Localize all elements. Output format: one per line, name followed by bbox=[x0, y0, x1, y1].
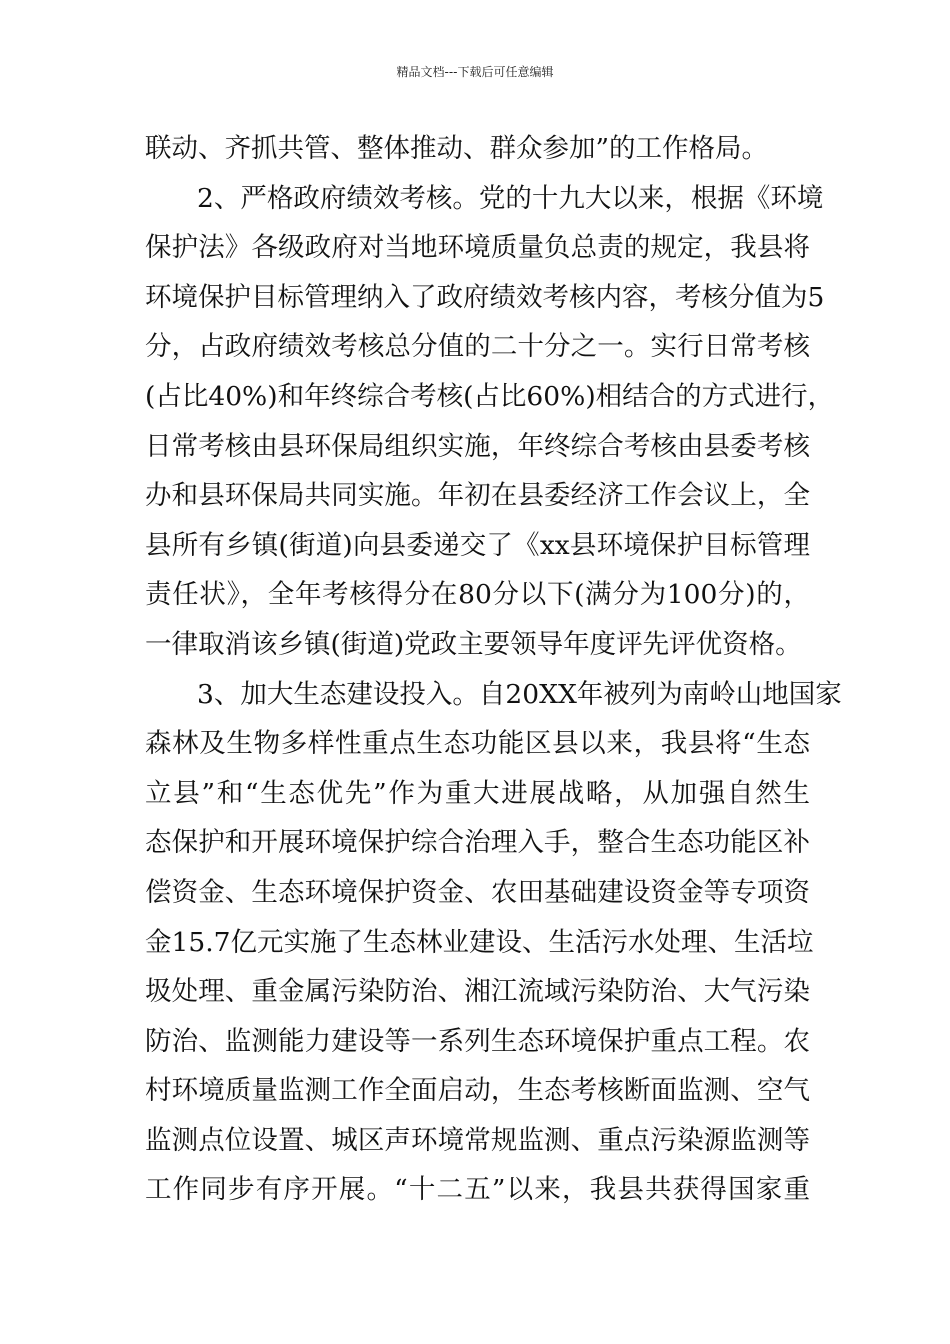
text-line: 环境保护目标管理纳入了政府绩效考核内容，考核分值为5 bbox=[145, 281, 825, 313]
text-line: 村环境质量监测工作全面启动，生态考核断面监测、空气 bbox=[145, 1075, 810, 1107]
text-line: 防治、监测能力建设等一系列生态环境保护重点工程。农 bbox=[145, 1025, 810, 1057]
document-body bbox=[145, 124, 842, 1215]
text-line: 联动、齐抓共管、整体推动、群众参加”的工作格局。 bbox=[145, 133, 769, 164]
text-line: 办和县环保局共同实施。年初在县委经济工作会议上，全 bbox=[145, 480, 810, 512]
text-line: 责任状》，全年考核得分在80分以下(满分为100分)的， bbox=[145, 579, 810, 611]
text-line: 森林及生物多样性重点生态功能区县以来，我县将“生态 bbox=[145, 728, 810, 760]
text-line: 监测点位设置、城区声环境常规监测、重点污染源监测等 bbox=[145, 1124, 810, 1156]
text-line: 分，占政府绩效考核总分值的二十分之一。实行日常考核 bbox=[145, 331, 810, 363]
text-line: 立县”和“生态优先”作为重大进展战略，从加强自然生 bbox=[145, 777, 810, 809]
text-line: 保护法》各级政府对当地环境质量负总责的规定，我县将 bbox=[145, 232, 810, 264]
text-line: 金15.7亿元实施了生态林业建设、生活污水处理、生活垃 bbox=[145, 926, 814, 958]
text-line: (占比40%)和年终综合考核(占比60%)相结合的方式进行， bbox=[145, 380, 835, 412]
text-line: 日常考核由县环保局组织实施，年终综合考核由县委考核 bbox=[145, 430, 810, 462]
page-header: 精品文档---下载后可任意编辑 bbox=[396, 65, 554, 79]
text-line: 圾处理、重金属污染防治、湘江流域污染防治、大气污染 bbox=[145, 976, 810, 1008]
text-line: 县所有乡镇(街道)向县委递交了《xx县环境保护目标管理 bbox=[145, 529, 810, 561]
text-line: 态保护和开展环境保护综合治理入手，整合生态功能区补 bbox=[145, 827, 810, 859]
text-line: 工作同步有序开展。“十二五”以来，我县共获得国家重 bbox=[145, 1174, 810, 1206]
text-line: 一律取消该乡镇(街道)党政主要领导年度评先评优资格。 bbox=[145, 628, 802, 660]
paragraph-first-line: 2、严格政府绩效考核。党的十九大以来，根据《环境 bbox=[197, 182, 824, 214]
text-line: 偿资金、生态环境保护资金、农田基础建设资金等专项资 bbox=[145, 876, 810, 908]
paragraph-first-line: 3、加大生态建设投入。自20XX年被列为南岭山地国家 bbox=[197, 678, 842, 710]
